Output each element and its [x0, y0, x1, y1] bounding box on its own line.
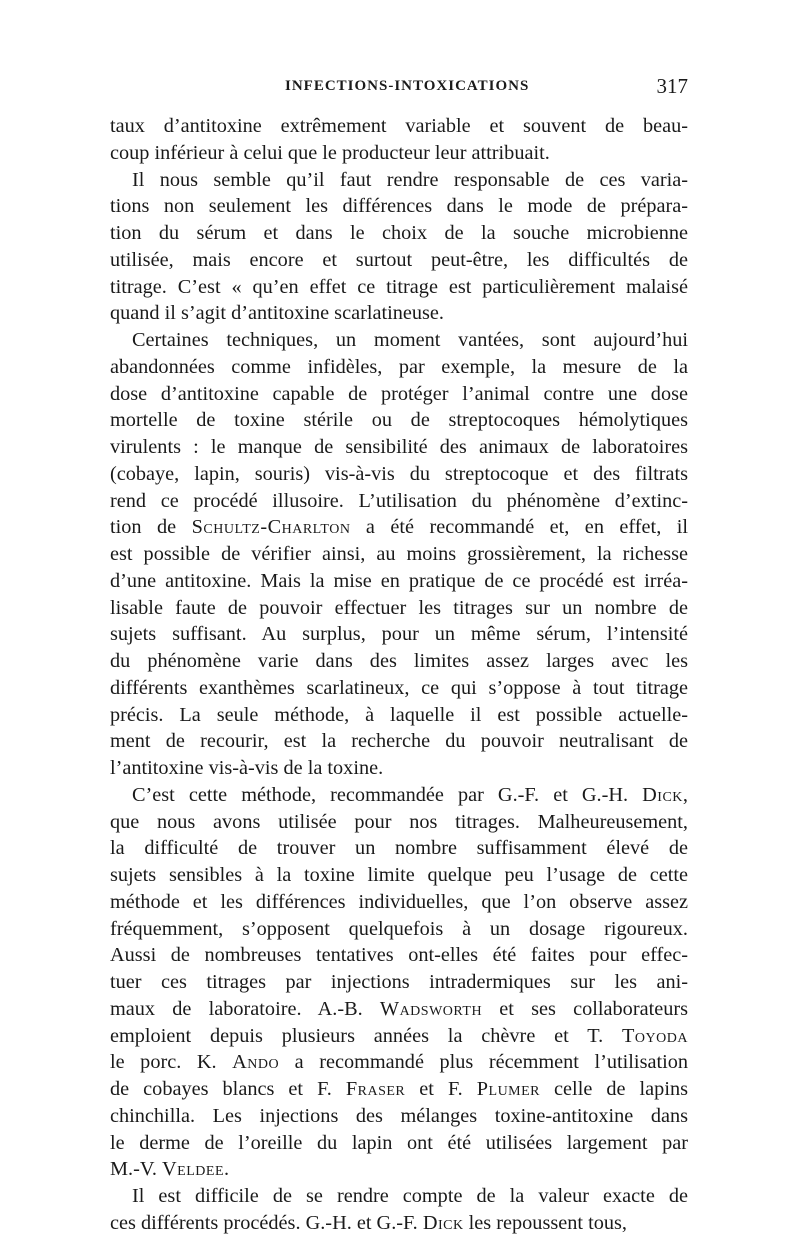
text-segment: celle de lapins — [540, 1078, 688, 1100]
text-line — [110, 220, 688, 247]
text-segment: du phénomène varie dans des limites assez larges avec les — [110, 650, 688, 672]
text-line — [110, 167, 688, 194]
text-line — [110, 755, 688, 782]
paragraph — [110, 782, 688, 1183]
text-segment: mortelle de toxine stérile ou de streptocoques hémolytiques — [110, 409, 688, 432]
author-name: Plumer — [476, 1078, 541, 1100]
text-line — [110, 461, 688, 488]
paragraph — [110, 1183, 688, 1237]
text-segment: Certaines techniques, un moment vantées, sont aujourd’hui — [132, 329, 688, 351]
text-segment: sujets sensibles à la toxine limite quelque peu l’usage de cette — [110, 864, 688, 886]
text-segment: emploient depuis plusieurs années la chèvre et T. — [110, 1024, 623, 1047]
text-segment: est possible de vérifier ainsi, au moins grossièrement, la richesse — [110, 543, 688, 565]
text-line — [110, 621, 688, 648]
text-segment: titrage. C’est « qu’en effet ce titrage est particulièrement malaisé — [110, 275, 688, 298]
text-line — [110, 1103, 688, 1130]
text-line — [110, 488, 688, 515]
text-segment: de cobayes blancs et F. — [110, 1078, 346, 1100]
text-segment: taux d’antitoxine extrêmement variable et souvent de beau- — [110, 115, 688, 137]
text-segment: tion de — [110, 516, 192, 539]
text-segment: quand il s’agit d’antitoxine scarlatineuse. — [110, 302, 444, 325]
text-segment: . — [224, 1158, 230, 1181]
text-segment: méthode et les différences individuelles, que l’on observe assez — [110, 890, 688, 913]
text-segment: l’antitoxine vis-à-vis de la toxine. — [110, 757, 384, 779]
text-line — [110, 996, 688, 1023]
author-name: Fraser — [345, 1078, 406, 1100]
text-segment: coup inférieur à celui que le producteur leur attribuait. — [110, 141, 550, 164]
text-line — [110, 568, 688, 595]
text-segment: utilisée, mais encore et surtout peut-être, les difficultés de — [110, 248, 688, 271]
text-segment: et ses collaborateurs — [482, 997, 688, 1020]
text-line — [110, 1210, 688, 1237]
author-name: Wadsworth — [379, 997, 483, 1020]
text-segment: chinchilla. Les injections des mélanges toxine-antitoxine dans — [110, 1104, 688, 1127]
text-segment: sujets suffisant. Au surplus, pour un même sérum, l’intensité — [110, 623, 688, 646]
author-name: Dick — [642, 783, 683, 806]
text-line — [110, 702, 688, 729]
text-segment: tions non seulement les différences dans le mode de prépara- — [110, 195, 688, 218]
paragraph — [110, 167, 688, 328]
text-line — [110, 675, 688, 702]
author-name: Veldee — [162, 1158, 224, 1181]
paragraph — [110, 113, 688, 167]
text-line — [110, 782, 688, 809]
running-title: INFECTIONS-INTOXICATIONS — [285, 78, 530, 94]
text-segment: la difficulté de trouver un nombre suffisamment élevé de — [110, 837, 688, 860]
text-segment: a recommandé plus récemment l’utilisation — [279, 1051, 689, 1074]
text-line — [110, 514, 688, 541]
paragraph — [110, 327, 688, 782]
text-segment: d’une antitoxine. Mais la mise en pratique de ce procédé est irréa- — [110, 569, 688, 592]
text-line — [110, 434, 688, 461]
text-segment: le porc. K. — [110, 1051, 233, 1074]
text-segment: les repoussent tous, — [463, 1211, 627, 1234]
text-segment: abandonnées comme infidèles, par exemple, la mesure de la — [110, 355, 688, 378]
text-line — [110, 862, 688, 889]
text-line — [110, 1130, 688, 1157]
text-line — [110, 327, 688, 354]
author-name: Ando — [232, 1051, 280, 1074]
text-segment: Aussi de nombreuses tentatives ont-elles été faites pour effec- — [110, 944, 688, 967]
text-line — [110, 835, 688, 862]
text-segment: ces différents procédés. G.-H. et G.-F. — [110, 1211, 423, 1234]
text-segment: fréquemment, s’opposent quelquefois à un dosage rigoureux. — [110, 917, 688, 940]
text-line — [110, 648, 688, 675]
text-line — [110, 889, 688, 916]
text-segment: dose d’antitoxine capable de protéger l’animal contre une dose — [110, 382, 688, 405]
text-segment: Il nous semble qu’il faut rendre responsable de ces varia- — [132, 168, 688, 191]
text-segment: précis. La seule méthode, à laquelle il est possible actuelle- — [110, 703, 688, 726]
text-line — [110, 354, 688, 381]
text-segment: le derme de l’oreille du lapin ont été utilisées largement par — [110, 1131, 688, 1154]
text-line — [110, 407, 688, 434]
text-line — [110, 595, 688, 622]
text-segment: Il est difficile de se rendre compte de la valeur exacte de — [132, 1185, 688, 1207]
text-line — [110, 1156, 688, 1183]
text-line — [110, 1049, 688, 1076]
text-line — [110, 916, 688, 943]
page-header — [110, 74, 688, 104]
text-segment: (cobaye, lapin, souris) vis-à-vis du streptocoque et des filtrats — [110, 462, 688, 485]
text-segment: virulents : le manque de sensibilité des animaux de laboratoires — [110, 436, 688, 458]
text-line — [110, 274, 688, 301]
text-line — [110, 300, 688, 327]
text-segment: M.-V. — [110, 1158, 163, 1181]
text-segment: tuer ces titrages par injections intradermiques sur les ani- — [110, 971, 688, 993]
text-segment: tion du sérum et dans le choix de la souche microbienne — [110, 222, 688, 244]
text-line — [110, 728, 688, 755]
text-line — [110, 193, 688, 220]
body-text — [110, 113, 688, 1237]
text-segment: , — [682, 783, 688, 806]
text-line — [110, 942, 688, 969]
text-line — [110, 140, 688, 167]
text-segment: que nous avons utilisée pour nos titrages. Malheureusement, — [110, 810, 688, 833]
author-name: Toyoda — [622, 1024, 688, 1047]
text-line — [110, 247, 688, 274]
author-name: Schultz-Charlton — [191, 516, 351, 539]
text-line — [110, 541, 688, 568]
text-segment: ment de recourir, est la recherche du pouvoir neutralisant de — [110, 730, 688, 753]
text-segment: a été recommandé et, en effet, il — [350, 516, 688, 539]
text-segment: lisable faute de pouvoir effectuer les titrages sur un nombre de — [110, 596, 688, 619]
text-segment: différents exanthèmes scarlatineux, ce qui s’oppose à tout titrage — [110, 676, 688, 699]
author-name: Dick — [422, 1211, 464, 1234]
text-line — [110, 113, 688, 140]
text-segment: C’est cette méthode, recommandée par G.-F. et G.-H. — [132, 783, 643, 806]
text-segment: et F. — [405, 1078, 477, 1100]
text-line — [110, 969, 688, 996]
text-segment: rend ce procédé illusoire. L’utilisation du phénomène d’extinc- — [110, 489, 688, 512]
text-segment: maux de laboratoire. A.-B. — [110, 997, 380, 1020]
text-line — [110, 809, 688, 836]
text-line — [110, 1076, 688, 1103]
text-line — [110, 381, 688, 408]
page-number: 317 — [656, 74, 688, 98]
text-line — [110, 1023, 688, 1050]
text-line — [110, 1183, 688, 1210]
